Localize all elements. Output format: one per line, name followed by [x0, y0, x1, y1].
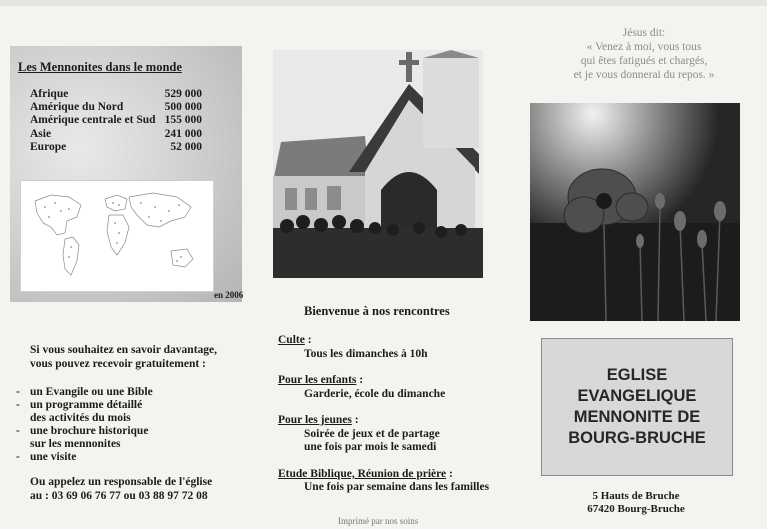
church-name-line: EGLISE [606, 366, 668, 384]
region-row [30, 141, 202, 154]
church-building-icon [273, 50, 483, 278]
meeting-label-colon: : [351, 414, 359, 426]
region-table [30, 88, 202, 154]
list-dash [16, 438, 30, 451]
list-item [16, 386, 236, 399]
poppy-flowers-icon [530, 103, 740, 321]
list-item-text: une visite [30, 451, 77, 463]
list-item-text: un Evangile ou une Bible [30, 386, 153, 398]
list-item-text: une brochure historique [30, 425, 149, 437]
church-name-box [541, 338, 733, 476]
info-intro [30, 344, 240, 371]
region-count: 500 000 [164, 101, 202, 114]
contact-info [30, 476, 250, 503]
list-item [16, 451, 236, 464]
church-name [568, 365, 706, 449]
church-name-line: EVANGELIQUE [577, 387, 697, 405]
top-edge-strip [0, 0, 767, 6]
meeting-label: Pour les jeunes [278, 414, 352, 426]
map-caption: en 2006 [214, 290, 244, 300]
meeting-detail: Une fois par semaine dans les familles [304, 481, 490, 493]
list-dash: - [16, 399, 20, 411]
region-name: Amérique centrale et Sud [30, 114, 156, 127]
list-item-text: un programme détaillé [30, 399, 143, 411]
list-item-text: des activités du mois [30, 412, 131, 424]
region-count: 52 000 [170, 140, 202, 153]
meeting-detail: Garderie, école du dimanche [304, 387, 446, 400]
church-address [541, 490, 731, 516]
quote-line: « Venez à moi, vous tous [586, 41, 702, 53]
meeting-label-colon: : [446, 467, 453, 480]
world-map-icon [21, 181, 213, 291]
poppies-photo [530, 103, 740, 321]
list-dash [16, 412, 30, 425]
quote-line: et je vous donnerai du repos. » [573, 69, 715, 81]
region-count: 529 000 [164, 88, 202, 100]
region-name: Afrique [30, 88, 69, 100]
church-name-line: MENNONITE DE [573, 408, 701, 426]
meeting-culte [278, 334, 508, 361]
meeting-label: Culte [278, 334, 305, 346]
region-count: 155 000 [164, 114, 202, 127]
meeting-youth [278, 414, 508, 455]
meeting-label-colon: : [356, 374, 364, 386]
meetings-list [278, 334, 508, 508]
offer-list [16, 386, 236, 464]
bible-quote [524, 26, 764, 82]
list-item [16, 425, 236, 438]
world-stats-title: Les Mennonites dans le monde [18, 60, 182, 74]
meeting-label: Etude Biblique, Réunion de prière [278, 467, 447, 480]
quote-line: qui êtes fatigués et chargés, [580, 55, 708, 67]
region-name: Amérique du Nord [30, 101, 124, 114]
contact-phone: au : 03 69 06 76 77 ou 03 88 97 72 08 [30, 489, 208, 502]
contact-line: Ou appelez un responsable de l'église [30, 476, 213, 488]
region-name: Europe [30, 140, 67, 153]
meeting-children [278, 374, 508, 401]
list-item [16, 412, 236, 425]
list-item-text: sur les mennonites [30, 438, 121, 450]
list-dash: - [16, 386, 20, 398]
quote-attribution: Jésus dit: [622, 27, 666, 39]
address-street: 5 Hauts de Bruche [592, 490, 680, 502]
list-item [16, 438, 236, 451]
region-row [30, 114, 202, 127]
meeting-detail: une fois par mois le samedi [304, 441, 437, 453]
meeting-bible-study [278, 468, 508, 495]
list-item [16, 399, 236, 412]
list-dash: - [16, 425, 20, 437]
list-dash: - [16, 451, 20, 463]
region-row [30, 88, 202, 101]
world-map-image [20, 180, 214, 292]
address-city: 67420 Bourg-Bruche [587, 503, 685, 515]
meeting-detail: Tous les dimanches à 10h [304, 347, 428, 360]
region-name: Asie [30, 127, 52, 140]
meeting-label: Pour les enfants [278, 374, 357, 386]
church-name-line: BOURG-BRUCHE [568, 429, 706, 447]
church-photo [273, 50, 483, 278]
region-row [30, 101, 202, 114]
meeting-detail: Soirée de jeux et de partage [304, 427, 440, 440]
region-row [30, 128, 202, 141]
print-note: Imprimé par nos soins [338, 516, 419, 526]
meeting-label-colon: : [304, 334, 312, 346]
region-count: 241 000 [164, 127, 202, 140]
info-intro-line: vous pouvez recevoir gratuitement : [30, 357, 206, 370]
info-intro-line: Si vous souhaitez en savoir davantage, [30, 344, 218, 356]
welcome-heading: Bienvenue à nos rencontres [304, 304, 450, 318]
